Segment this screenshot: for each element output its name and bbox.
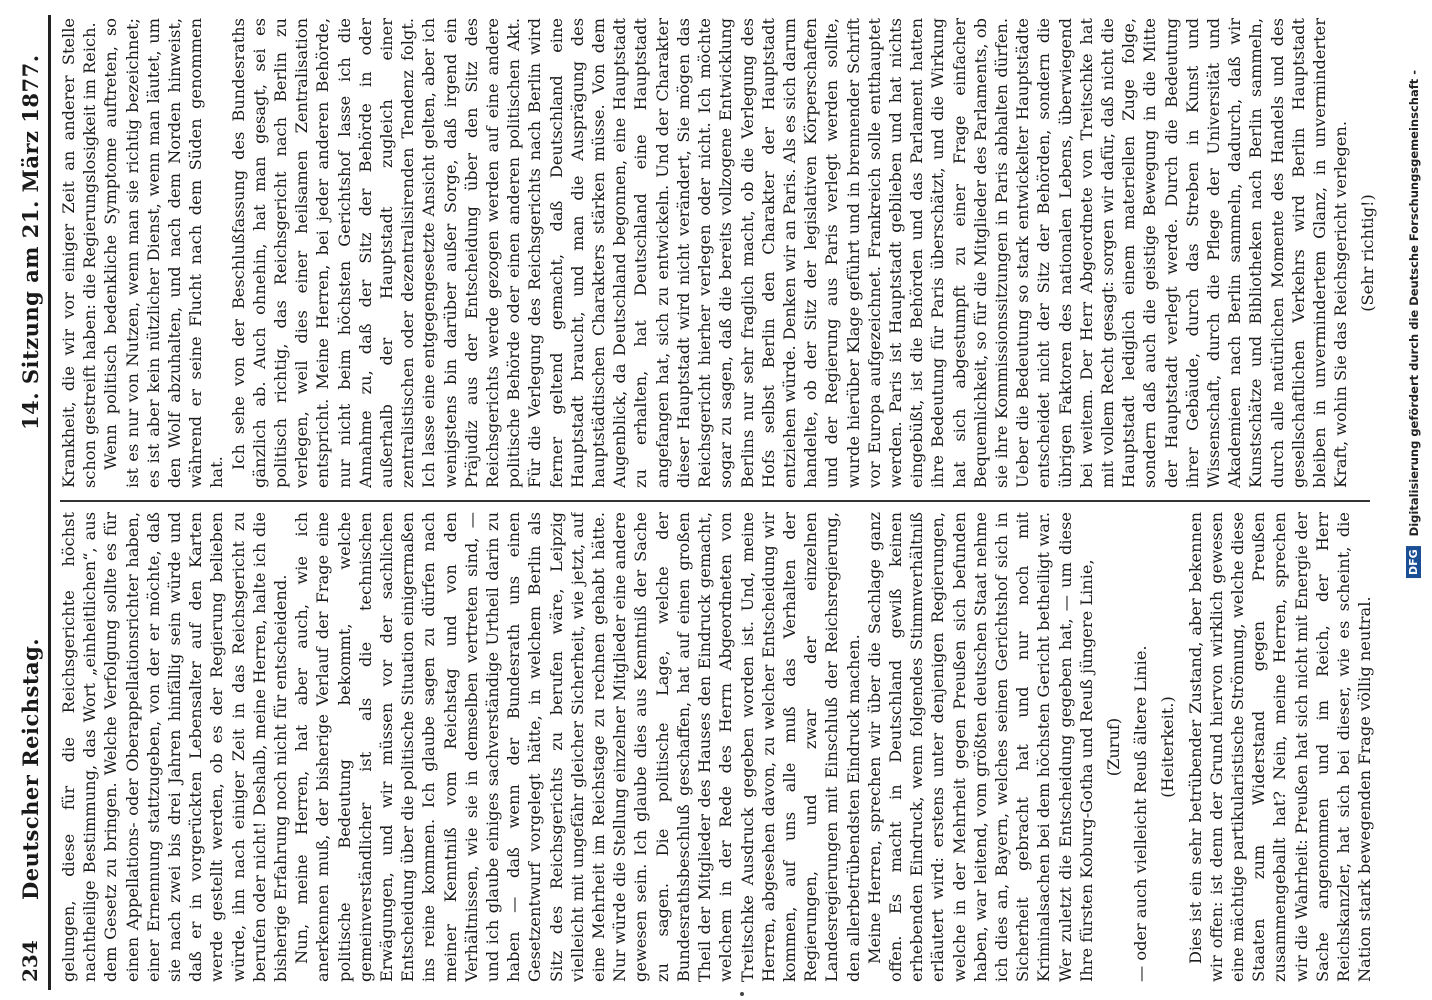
paragraph: Meine Herren, sprechen wir über die Sachlage ganz offen. Es macht in Deutschland gewiß keinen erhebenden Eindruck, wenn folgendes Stimmverhältniß erläutert wird: erstens unter denjenigen Regierungen, welche in der Mehrheit gegen Preußen sich befunden haben, war leitend, vom größten deutschen Staat nehme ich dies an, Bayern, welches seinen Gerichtshof sich in Sicherheit gebracht hat und nur noch mit Kriminalsachen bei dem höchsten Gericht betheiligt war. Wer zuletzt die Entscheidung gegeben hat, — um diese Ihre fürsten Koburg-Gotha und Reuß jüngere Linie, — [864, 512, 1096, 982]
page-number: 234 — [18, 940, 42, 982]
interjection: (Sehr richtig!) — [1358, 194, 1378, 312]
paragraph: Dies ist ein sehr betrübender Zustand, aber bekennen wir offen: ist denn der Grund hiervon wirklich gewesen eine mächtige partikularistische Strömung, welche diese Staaten zum Widerstand gegen Preußen zusammengeballt hat? Nein, meine Herren, sprechen wir die Wahrheit: Preußen hat sich nicht mit Energie der Sache angenommen und im Reich, der Herr Reichskanzler, hat sich bei dieser, wie es scheint, die Nation stark bewegenden Frage völlig neutral. — [1185, 512, 1375, 982]
page-header — [12, 10, 52, 990]
credit-text: Digitalisierung gefördert durch die Deutsche Forschungsgemeinschaft - — [1407, 70, 1421, 537]
paragraph: Nun, meine Herren, hat aber auch, wie ich anerkennen muß, der bisherige Verlauf der Frage eine politische Bedeutung bekommt, welche gemeinverständlicher ist als die technischen Erwägungen, und wir müssen vor der sachlichen Entscheidung über die politische Situation einigermaßen ins reine kommen. Ich glaube sagen zu dürfen nach meiner Kenntniß vom Reichstag und von den Verhältnissen, wie sie in demselben vertreten sind, — und ich glaube einiges sachverständige Urtheil darin zu haben — daß wenn der Bundesrath uns einen Gesetzentwurf vorgelegt hätte, in welchem Berlin als Sitz des Reichsgerichts zu berufen wäre, Leipzig vielleicht mit ungefähr gleicher Sicherheit, wie jetzt, auf eine Mehrheit im Reichstage zu rechnen gehabt hätte. Nur würde die Stellung einzelner Mitglieder eine andere gewesen sein. Ich glaube dies aus Kenntniß der Sache zu sagen. Die politische Lage, welche der Bundesrathsbeschluß geschaffen, hat auf einen großen Theil der Mitglieder des Hauses den Eindruck gemacht, welchem in der Rede des Herrn Abgeordneten von Treitschke Ausdruck gegeben worden ist. Und, meine Herren, abgesehen davon, zu welcher Entscheidung wir kommen, auf uns alle muß das Verhalten der Regierungen, und zwar der einzelnen Landesregierungen mit Einschluß der Reichsregierung, den allerbetrübendsten Eindruck machen. — [292, 512, 863, 982]
left-column — [58, 512, 1378, 982]
session-title: 14. Sitzung am 21. März 1877. — [18, 54, 43, 430]
scan-speck — [740, 992, 744, 996]
paragraph: — oder auch vielleicht Reuß ältere Linie. — [1131, 645, 1151, 982]
header-rule — [48, 15, 51, 990]
right-column — [58, 18, 1378, 488]
paragraph: Ich sehe von der Beschlußfassung des Bundesraths gänzlich ab. Auch ohnehin, hat man gesagt, sei es politisch richtig, das Reichsgericht nach Berlin zu verlegen, weil dies einer heilsamen Zentralisation entspricht. Meine Herren, bei jeder anderen Behörde, nur nicht beim höchsten Gerichtshof lasse ich die Annahme zu, daß der Sitz der Behörde in oder außerhalb der Hauptstadt zugleich einer zentralistischen oder dezentralisirenden Tendenz folgt. Ich lasse eine entgegengesetzte Ansicht gelten, aber ich wenigstens bin darüber außer Sorge, daß irgend ein Präjudiz aus der Entscheidung über den Sitz des Reichsgerichts werde gezogen werden auf eine andere politische Behörde oder einen anderen politischen Akt. Für die Verlegung des Reichsgerichts nach Berlin wird ferner geltend gemacht, daß Deutschland eine Hauptstadt braucht, und man die Ausprägung des hauptstädtischen Charakters stärken müsse. Von dem Augenblick, da Deutschland begonnen, eine Hauptstadt zu erhalten, hat Deutschland eine Hauptstadt angefangen hat, sich zu entwickeln. Und der Charakter dieser Hauptstadt wird nicht verändert, Sie mögen das Reichsgericht hierher verlegen oder nicht. Ich möchte sogar zu sagen, daß die bereits vollzogene Entwicklung Berlins nur sehr fraglich macht, ob die Verlegung des Hofs selbst Berlin den Charakter der Hauptstadt entziehen würde. Denken wir an Paris. Als es sich darum handelte, ob der Sitz der legislativen Körperschaften und der Regierung aus Paris verlegt werden sollte, wurde hierüber Klage geführt und in brennender Schrift vor Europa aufgezeichnet. Frankreich solle entthauptet werden. Paris ist Hauptstadt geblieben und hat nichts eingebüßt, ist die Behörden und das Parlament hatten ihre Bedeutung für Paris überschätzt, und die Wirkung hat sich abgestumpft zu einer Frage einfacher Bequemlichkeit, so für die Mitglieder des Parlaments, ob sie ihre Kommissionssitzungen in Paris abhalten dürfen. Ueber die Bedeutung so stark entwickelter Hauptstädte entscheidet nicht der Sitz der Behörden, sondern die übrigen Faktoren des nationalen Lebens, überwiegend bei weitem. Der Herr Abgeordnete von Treitschke hat mit vollem Recht gesagt: sorgen wir dafür, daß nicht die Hauptstadt lediglich einem materiellen Zuge folge, sondern daß auch die geistige Bewegung in die Mitte der Hauptstadt verlegt werde. Durch die Bedeutung ihrer Gebäude, durch das Streben in Kunst und Wissenschaft, durch die Pflege der Universität und Akademieen nach Berlin sammeln, dadurch, daß wir Kunstschätze und Bibliotheken nach Berlin sammeln, durch alle natürlichen Momente des Handels und des gesellschaftlichen Verkehrs wird Berlin Hauptstadt bleiben in unvermindertem Glanz, in unverminderter Kraft, wohin Sie das Reichsgericht verlegen. — [228, 18, 1351, 488]
column-divider — [60, 500, 1370, 502]
paragraph: gelungen, diese für die Reichsgerichte höchst nachtheilige Bestimmung, das Wort „einheitlichen“, aus dem Gesetz zu bringen. Welche Verfolgung sollte es für einen Appellations- oder Oberappellationsrichter haben, einer Ernennung stattzugeben, von der er möchte, daß sie nach zwei bis drei Jahren hinfällig sein würde und daß er in vorgerückten Lebensalter auf den Karten werde gestellt werden, ob es der Regierung belieben würde, ihn nach einiger Zeit in das Reichsgericht zu berufen oder nicht! Deshalb, meine Herren, halte ich die bisherige Erfahrung noch nicht für entscheidend. — [59, 512, 291, 982]
paragraph: Krankheit, die wir vor einiger Zeit an anderer Stelle schon gestreift haben: die Regierungslosigkeit im Reich. — [59, 18, 100, 488]
paragraph — [1375, 512, 1378, 982]
dfg-badge: DFG — [1406, 546, 1421, 578]
running-title: Deutscher Reichstag. — [18, 637, 43, 900]
paragraph: Wenn politisch bedenkliche Symptome auftreten, so ist es nur von Nutzen, wenn man sie richtig bezeichnet; es ist aber kein nützlicher Dienst, wenn man läutet, um den Wolf abzuhalten, und nach dem Norden hinweist, während er seine Flucht nach dem Süden genommen hat. — [101, 18, 227, 488]
digitization-credit — [1406, 70, 1430, 930]
interjection: (Zuruf) — [1103, 717, 1123, 777]
interjection: (Heiterkeit.) — [1158, 696, 1178, 798]
